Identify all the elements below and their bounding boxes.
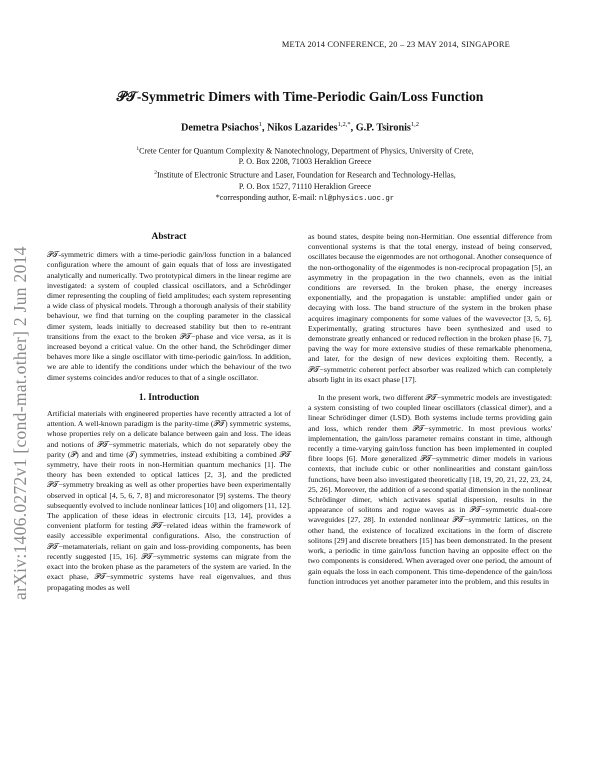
paper-title: 𝒫𝒯-Symmetric Dimers with Time-Periodic Gain/Loss Function: [116, 89, 484, 104]
abstract-heading: Abstract: [151, 232, 187, 242]
affiliation-1-address: P. O. Box 2208, 71003 Heraklion Greece: [238, 157, 372, 167]
affiliation-1: $^1$Crete Center for Quantum Complexity & Nanotechnology, Department of Physics, University of Crete,: [136, 146, 474, 156]
affiliation-2-address: P. O. Box 1527, 71110 Heraklion Greece: [238, 181, 372, 191]
conference-header: META 2014 CONFERENCE, 20 – 23 MAY 2014, SINGAPORE: [281, 40, 510, 49]
author-name: G.P. Tsironis: [355, 122, 411, 134]
abstract-text: 𝒫𝒯-symmetric dimers with a time-periodic gain/loss function in a balanced configuration where the amount of gain equals that of loss are investigated analytically and numerically. Two prototypical dimers in the linear regime are investigated: a system of coupled classical oscillators, and a Schrödinger dimer representing the coupling of field amplitudes; each system representing a wide class of physical models. Through a thorough analysis of their stability behaviour, we find that turning on the coupling parameter in the classical dimer system, leads initially to decreased stability but then to re-entrant transitions from the exact to the broken 𝒫𝒯−phase and vice versa, as it is increased beyond a critical value. On the other hand, the Schrödinger dimer behaves more like a single oscillator with time-periodic gain/loss. In addition, we are able to identify the conditions under which the behaviour of the two dimer systems coincides and/or reduces to that of a single oscillator.: [47, 250, 291, 382]
author-affil-mark: 1,2: [410, 121, 420, 128]
email-link[interactable]: nl@physics.uoc.gr: [318, 194, 395, 203]
author-affil-mark: 1,2,*: [337, 121, 351, 128]
author-name: Demetra Psiachos: [180, 122, 259, 134]
corresponding-author: *corresponding author, E-mail: nl@physics.uoc.gr: [215, 192, 395, 203]
intro-paragraph-continued: as bound states, despite being non-Hermitian. One essential difference from conventional systems is that the total energy, instead of being conserved, oscillates because the eigenmodes are not orthogonal. Another consequence of the non-orthogonality of the eigenmodes is non-reciprocal propagation [5], an asymmetry in the propagation in the two channels, even as the initial conditions are reversed. In the broken phase, the energy increases exponentially, and the propagation is unstable: amplified under gain or decaying with loss. The band structure of the system in the broken phase acquires imaginary components for some values of the wavevector [3, 5, 6]. Experimentally, grating structures have been synthesized and used to demonstrate greatly enhanced or reduced reflection in the broken phase [6, 7], paving the way for more extensive studies of these remarkable phenomena, and later, for the design of new devices exploiting them. Recently, a 𝒫𝒯−symmetric coherent perfect absorber was realized which can completely absorb light in its exact phase [17].: [308, 232, 552, 384]
author-affil-mark: 1: [258, 121, 263, 128]
right-column: [308, 232, 552, 587]
affiliation-2: $^2$Institute of Electronic Structure and Laser, Foundation for Research and Technology-Hellas,: [154, 170, 456, 180]
author-name: Nikos Lazarides: [267, 122, 338, 134]
author-list: Demetra Psiachos$^1$, Nikos Lazarides$^{1,2,*}$, G.P. Tsironis$^{1,2}$: [180, 121, 420, 134]
intro-paragraph: Artificial materials with engineered properties have recently attracted a lot of attention. A well-known paradigm is the parity-time (𝒫𝒯) symmetric systems, whose properties rely on a delicate balance between gain and loss. The ideas and notions of 𝒫𝒯−symmetric materials, which do not separately obey the parity (𝒫) and and time (𝒯) symmetries, instead exhibiting a combined 𝒫𝒯 symmetry, have their roots in non-Hermitian quantum mechanics [1]. The theory has been extended to optical lattices [2, 3], and the predicted 𝒫𝒯−symmetry breaking as well as other properties have been experimentally observed in optical [4, 5, 6, 7, 8] and microresonator [9] systems. The theory subsequently evolved to include nonlinear lattices [10] and oligomers [11, 12]. The application of these ideas in electronic circuits [13, 14], provides a convenient platform for testing 𝒫𝒯−related ideas within the framework of easily accessible experimental configurations. Also, the construction of 𝒫𝒯−metamaterials, reliant on gain and loss-providing components, has been recently suggested [15, 16]. 𝒫𝒯−symmetric systems can migrate from the exact into the broken phase as the parameters of the system are varied. In the exact phase, 𝒫𝒯−symmetric systems have real eigenvalues, and thus propagating modes as well: [47, 409, 291, 592]
intro-heading: 1. Introduction: [138, 392, 200, 403]
left-column: [47, 232, 291, 593]
intro-paragraph: In the present work, two different 𝒫𝒯−symmetric models are investigated: a system consisting of two coupled linear oscillators (classical dimer), and a linear Schrödinger dimer (LSD). Both systems include terms providing gain and loss, which render them 𝒫𝒯−symmetric. In most previous works' implementation, the gain/loss parameter remains constant in time, although recently a time-varying gain/loss function has been implemented in coupled fibre loops [6]. More generalized 𝒫𝒯−symmetric dimer models in various contexts, that include cubic or other nonlinearities and constant gain/loss functions, have been also investigated theoretically [18, 19, 20, 21, 22, 23, 24, 25, 26]. Moreover, the addition of a second spatial dimension in the nonlinear Schrödinger dimer, which activates spatial dispersion, results in the appearance of solitons and rogue waves as in 𝒫𝒯−symmetric dual-core waveguides [27, 28]. In extended nonlinear 𝒫𝒯−symmetric lattices, on the other hand, the existence of localized excitations in the form of discrete solitons [29] and discrete breathers [15] has been demonstrated. In the present work, a periodic in time gain/loss function having an opposite effect on the two components is considered. When averaged over one period, the amount of gain equals the loss in each component. This time-dependence of the gain/loss function introduces yet another parameter into the problem, and this results in: [308, 393, 552, 586]
affiliations: [60, 144, 550, 204]
arxiv-stamp[interactable]: arXiv:1406.0272v1 [cond-mat.other] 2 Jun 2014: [10, 246, 30, 600]
